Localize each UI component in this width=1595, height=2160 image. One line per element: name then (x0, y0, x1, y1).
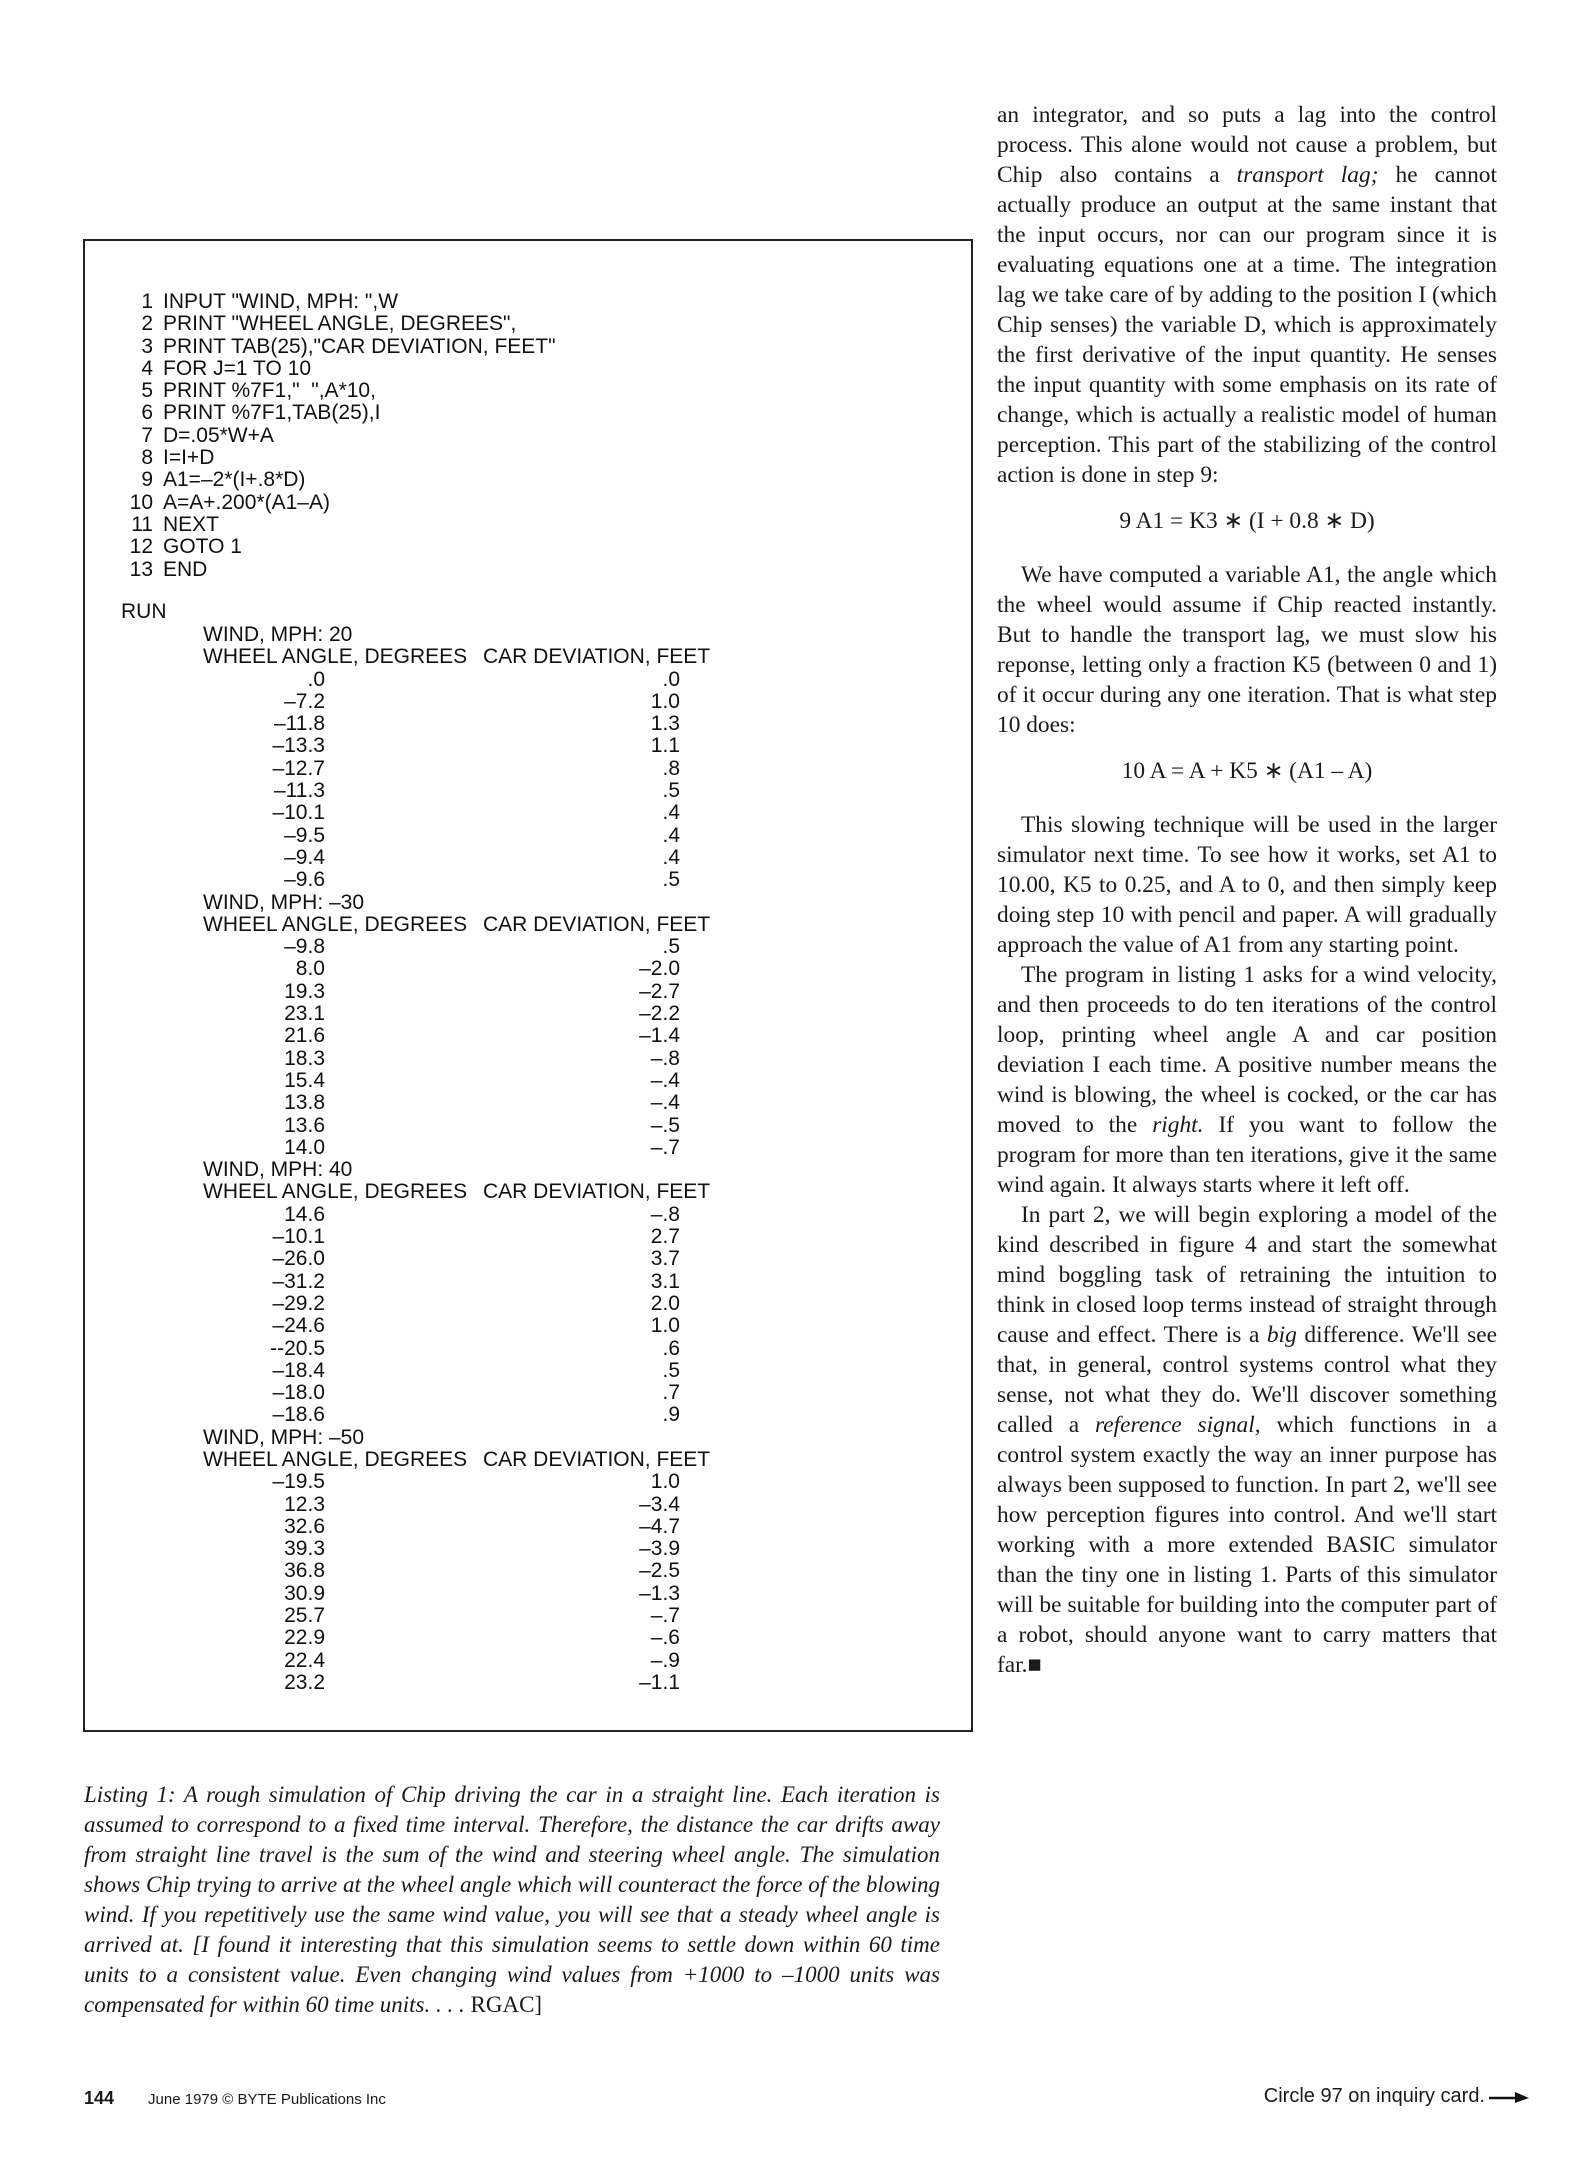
car-deviation-value: .4 (662, 845, 680, 869)
listing-caption (84, 1780, 940, 2020)
wheel-angle-value: –10.1 (272, 1225, 325, 1249)
code-statement: NEXT (163, 512, 220, 536)
code-line (127, 380, 556, 402)
paragraph-5 (997, 1200, 1497, 1680)
car-deviation-value: –3.9 (639, 1537, 680, 1561)
output-data-row (85, 713, 971, 735)
line-number: 7 (141, 423, 153, 447)
output-data-row (85, 1248, 971, 1270)
output-data-row (85, 1627, 971, 1649)
code-line (127, 514, 556, 536)
car-deviation-value: –3.4 (639, 1492, 680, 1516)
wheel-angle-value: 32.6 (284, 1514, 325, 1538)
car-deviation-header: CAR DEVIATION, FEET (483, 912, 711, 936)
output-data-row (85, 1025, 971, 1047)
line-number: 1 (141, 290, 153, 313)
wheel-angle-value: –7.2 (284, 689, 325, 713)
car-deviation-value: .8 (662, 756, 680, 780)
wind-label: WIND, MPH: 40 (203, 1158, 353, 1182)
p4-text: The program in listing 1 asks for a wind velocity, and then proceeds to do ten iterations of the control loop, printing wheel angle A and car position deviation I each time. A positive number means the wind is blowing, the wheel is cocked, or the car has moved to the (997, 962, 1497, 1138)
output-data-row (85, 981, 971, 1003)
output-header-row (85, 646, 971, 668)
car-deviation-value: –.9 (650, 1648, 680, 1672)
paragraph-2: We have computed a variable A1, the angle which the wheel would assume if Chip reacted instantly. But to handle the transport lag, we must slow his reponse, letting only a fraction K5 (between 0 and 1) of it occur during any one iteration. That is what step 10 does: (997, 562, 1497, 738)
output-data-row (85, 1560, 971, 1582)
wheel-angle-value: 23.1 (284, 1002, 325, 1026)
wheel-angle-value: –19.5 (272, 1470, 325, 1494)
run-label: RUN (121, 600, 167, 623)
p5-text-3: which functions in a control system exactly the way an inner purpose has always been supposed to function. In part 2, we'll see how perception figures into control. And we'll start working with a more extended BASIC simulator than the tiny one in listing 1. Parts of this simulator will be suitable for building into the computer part of a robot, should anyone want to carry matters that far. (997, 1412, 1497, 1678)
line-number: 13 (129, 557, 153, 581)
car-deviation-value: .4 (662, 823, 680, 847)
listing-box (83, 239, 973, 1732)
car-deviation-value: –1.3 (639, 1581, 680, 1605)
output-data-row (85, 1003, 971, 1025)
car-deviation-value: –1.1 (639, 1670, 680, 1694)
line-number: 12 (129, 535, 153, 559)
code-line (127, 447, 556, 469)
wheel-angle-header: WHEEL ANGLE, DEGREES (203, 1180, 468, 1204)
car-deviation-value: .0 (662, 667, 680, 691)
output-data-row (85, 1360, 971, 1382)
line-number: 2 (141, 312, 153, 336)
line-number: 9 (141, 468, 153, 492)
wheel-angle-value: --20.5 (270, 1336, 325, 1360)
wheel-angle-value: –24.6 (272, 1314, 325, 1338)
wheel-angle-value: 14.6 (284, 1202, 325, 1226)
wheel-angle-value: 15.4 (284, 1068, 325, 1092)
car-deviation-value: 1.0 (650, 689, 680, 713)
output-data-row (85, 1092, 971, 1114)
paragraph-3: This slowing technique will be used in the larger simulator next time. To see how it works, set A1 to 10.00, K5 to 0.25, and A to 0, and then simply keep doing step 10 with pencil and paper. A will gradually approach the value of A1 from any starting point. (997, 812, 1497, 958)
car-deviation-value: 1.0 (650, 1314, 680, 1338)
output-data-row (85, 1048, 971, 1070)
code-statement: END (163, 557, 208, 581)
output-data-row (85, 1538, 971, 1560)
p4-emphasis: right. (1152, 1112, 1204, 1138)
car-deviation-value: –2.5 (639, 1559, 680, 1583)
wheel-angle-value: –9.6 (284, 868, 325, 892)
output-data-row (85, 669, 971, 691)
line-number: 8 (141, 446, 153, 470)
wheel-angle-value: 30.9 (284, 1581, 325, 1605)
paragraph-1 (997, 100, 1497, 490)
program-output (85, 624, 971, 1694)
car-deviation-header: CAR DEVIATION, FEET (483, 1447, 711, 1471)
line-number: 3 (141, 334, 153, 358)
car-deviation-value: .5 (662, 935, 680, 959)
wheel-angle-value: –18.4 (272, 1358, 325, 1382)
footer-left (84, 2088, 386, 2109)
code-line (127, 358, 556, 380)
p1-rest: he cannot actually produce an output at the same instant that the input occurs, nor can our program since it is evaluating equations one at a time. The integration lag we take care of by adding to the position I (which Chip senses) the variable D, which is approximately the first derivative of the input quantity. He senses the input quantity with some emphasis on its rate of change, which is actually a realistic model of human perception. This part of the stabilizing of the control action is done in step 9: (997, 162, 1497, 488)
output-data-row (85, 780, 971, 802)
wheel-angle-value: 21.6 (284, 1024, 325, 1048)
footer-right (1264, 2085, 1529, 2108)
code-line (127, 559, 556, 581)
output-data-row (85, 1605, 971, 1627)
p5-emphasis-1: big (1266, 1322, 1297, 1348)
wheel-angle-value: 23.2 (284, 1670, 325, 1694)
wind-input-line (85, 892, 971, 914)
wheel-angle-header: WHEEL ANGLE, DEGREES (203, 1447, 468, 1471)
car-deviation-value: 2.0 (650, 1291, 680, 1315)
wheel-angle-value: –11.8 (274, 712, 325, 736)
car-deviation-value: 2.7 (650, 1225, 680, 1249)
car-deviation-value: –.5 (650, 1113, 680, 1137)
code-lines (127, 291, 556, 581)
output-header-row (85, 914, 971, 936)
wheel-angle-header: WHEEL ANGLE, DEGREES (203, 912, 468, 936)
car-deviation-value: –1.4 (639, 1024, 680, 1048)
wind-input-line (85, 1427, 971, 1449)
output-header-row (85, 1449, 971, 1471)
car-deviation-value: .5 (662, 779, 680, 803)
output-data-row (85, 1315, 971, 1337)
wheel-angle-value: –26.0 (272, 1247, 325, 1271)
output-data-row (85, 691, 971, 713)
code-statement: INPUT "WIND, MPH: ",W (163, 290, 399, 313)
car-deviation-value: –2.0 (639, 957, 680, 981)
output-data-row (85, 1382, 971, 1404)
wheel-angle-value: 13.8 (284, 1091, 325, 1115)
wheel-angle-value: 8.0 (295, 957, 325, 981)
wind-label: WIND, MPH: –30 (203, 890, 365, 914)
output-header-row (85, 1181, 971, 1203)
wind-input-line (85, 1159, 971, 1181)
wheel-angle-value: 39.3 (284, 1537, 325, 1561)
wheel-angle-header: WHEEL ANGLE, DEGREES (203, 645, 468, 669)
code-statement: D=.05*W+A (163, 423, 274, 447)
wheel-angle-value: 14.0 (284, 1135, 325, 1159)
car-deviation-value: .5 (662, 868, 680, 892)
paragraph-4 (997, 960, 1497, 1200)
wheel-angle-value: 22.4 (284, 1648, 325, 1672)
car-deviation-value: –.8 (650, 1046, 680, 1070)
car-deviation-value: –.4 (650, 1068, 680, 1092)
wheel-angle-value: 36.8 (284, 1559, 325, 1583)
wheel-angle-value: –10.1 (272, 801, 325, 825)
car-deviation-value: –.7 (650, 1135, 680, 1159)
wheel-angle-value: –12.7 (272, 756, 325, 780)
p5-text-2: difference. We'll see that, in general, control systems control what they sense, not what they do. We'll discover something called a (997, 1322, 1497, 1438)
car-deviation-value: –.7 (650, 1604, 680, 1628)
code-statement: A=A+.200*(A1–A) (163, 490, 330, 514)
code-statement: FOR J=1 TO 10 (163, 356, 312, 380)
code-statement: A1=–2*(I+.8*D) (163, 468, 306, 492)
car-deviation-value: –2.7 (639, 979, 680, 1003)
wheel-angle-value: 13.6 (284, 1113, 325, 1137)
line-number: 4 (141, 356, 153, 380)
wheel-angle-value: –9.8 (284, 935, 325, 959)
line-number: 11 (131, 512, 153, 536)
output-data-row (85, 1226, 971, 1248)
output-data-row (85, 1115, 971, 1137)
code-statement: PRINT "WHEEL ANGLE, DEGREES", (163, 312, 517, 336)
car-deviation-value: 1.1 (650, 734, 680, 758)
output-data-row (85, 1070, 971, 1092)
output-data-row (85, 847, 971, 869)
output-data-row (85, 1338, 971, 1360)
output-data-row (85, 1650, 971, 1672)
wheel-angle-value: –9.4 (284, 845, 325, 869)
wheel-angle-value: –29.2 (272, 1291, 325, 1315)
output-data-row (85, 1204, 971, 1226)
line-number: 6 (141, 401, 153, 425)
wheel-angle-value: –9.5 (284, 823, 325, 847)
p5-text: In part 2, we will begin exploring a model of the kind described in figure 4 and start the somewhat mind boggling task of retraining the intuition to think in closed loop terms instead of straight through cause and effect. There is a (997, 1202, 1497, 1348)
wheel-angle-value: –31.2 (272, 1269, 325, 1293)
inquiry-note: Circle 97 on inquiry card. (1263, 2085, 1485, 2107)
wheel-angle-value: –13.3 (272, 734, 325, 758)
wheel-angle-value: 25.7 (284, 1604, 325, 1628)
car-deviation-value: .4 (662, 801, 680, 825)
code-line (127, 469, 556, 491)
output-data-row (85, 1137, 971, 1159)
car-deviation-value: .5 (662, 1358, 680, 1382)
end-mark: ■ (1027, 1652, 1042, 1678)
p1-text: an integrator, and so puts a lag into the control process. This alone would not cause a problem, but Chip also contains a (997, 102, 1497, 188)
caption-signature: RGAC] (470, 1992, 543, 2017)
output-data-row (85, 869, 971, 891)
output-data-row (85, 936, 971, 958)
car-deviation-value: 1.3 (650, 712, 680, 736)
output-data-row (85, 1271, 971, 1293)
wheel-angle-value: .0 (307, 667, 325, 691)
output-data-row (85, 802, 971, 824)
p4-rest: If you want to follow the program for more than ten iterations, give it the same wind again. It always starts where it left off. (997, 1112, 1497, 1198)
car-deviation-value: –2.2 (639, 1002, 680, 1026)
output-data-row (85, 1404, 971, 1426)
p5-emphasis-2: reference signal, (1095, 1412, 1261, 1438)
car-deviation-value: –.8 (650, 1202, 680, 1226)
car-deviation-value: .9 (662, 1403, 680, 1427)
code-statement: PRINT %7F1," ",A*10, (163, 379, 376, 403)
code-line (127, 336, 556, 358)
car-deviation-header: CAR DEVIATION, FEET (483, 645, 711, 669)
wheel-angle-value: –18.6 (272, 1403, 325, 1427)
output-data-row (85, 958, 971, 980)
output-data-row (85, 1583, 971, 1605)
line-number: 10 (129, 490, 153, 514)
code-line (127, 492, 556, 514)
issue-credit: June 1979 © BYTE Publications Inc (148, 2091, 386, 2108)
wheel-angle-value: 22.9 (284, 1626, 325, 1650)
wheel-angle-value: 18.3 (284, 1046, 325, 1070)
output-data-row (85, 735, 971, 757)
output-data-row (85, 1471, 971, 1493)
car-deviation-value: –4.7 (639, 1514, 680, 1538)
equation-step-9: 9 A1 = K3 ∗ (I + 0.8 ∗ D) (1119, 508, 1375, 534)
code-statement: GOTO 1 (163, 535, 242, 559)
code-statement: PRINT %7F1,TAB(25),I (163, 401, 381, 425)
code-line (127, 313, 556, 335)
wheel-angle-value: 12.3 (284, 1492, 325, 1516)
line-number: 5 (141, 379, 153, 403)
p1-emphasis: transport lag; (1236, 162, 1379, 188)
wheel-angle-value: –11.3 (274, 779, 325, 803)
caption-text: Listing 1: A rough simulation of Chip driving the car in a straight line. Each iteration is assumed to correspond to a fixed time interval. Therefore, the distance the car drifts away from straight line travel is the sum of the wind and steering wheel angle. The simulation shows Chip trying to arrive at the wheel angle which will counteract the force of the blowing wind. If you repetitively use the same wind value, you will see that a steady wheel angle is arrived at. [I found it interesting that this simulation seems to settle down within 60 time units to a consistent value. Even changing wind values from +1000 to –1000 units was compensated for within 60 time units. . . . (84, 1782, 940, 2017)
code-line (127, 402, 556, 424)
code-line (127, 536, 556, 558)
wind-label: WIND, MPH: 20 (203, 623, 353, 646)
car-deviation-value: 1.0 (650, 1470, 680, 1494)
wheel-angle-value: –18.0 (272, 1381, 325, 1405)
car-deviation-value: .7 (662, 1381, 680, 1405)
car-deviation-value: 3.1 (650, 1269, 680, 1293)
equation-step-10: 10 A = A + K5 ∗ (A1 – A) (1121, 758, 1373, 784)
arrow-right-icon (1489, 2090, 1529, 2104)
code-statement: I=I+D (163, 446, 215, 470)
output-data-row (85, 1494, 971, 1516)
car-deviation-value: –.6 (650, 1626, 680, 1650)
car-deviation-header: CAR DEVIATION, FEET (483, 1180, 711, 1204)
output-data-row (85, 1516, 971, 1538)
output-data-row (85, 825, 971, 847)
output-data-row (85, 1293, 971, 1315)
code-statement: PRINT TAB(25),"CAR DEVIATION, FEET" (163, 334, 556, 358)
car-deviation-value: 3.7 (650, 1247, 680, 1271)
wind-input-line (85, 624, 971, 646)
page-number: 144 (84, 2088, 115, 2108)
code-line (127, 291, 556, 313)
wheel-angle-value: 19.3 (284, 979, 325, 1003)
car-deviation-value: –.4 (650, 1091, 680, 1115)
car-deviation-value: .6 (662, 1336, 680, 1360)
output-data-row (85, 1672, 971, 1694)
body-column (997, 100, 1497, 1680)
code-line (127, 425, 556, 447)
wind-label: WIND, MPH: –50 (203, 1425, 365, 1449)
output-data-row (85, 758, 971, 780)
